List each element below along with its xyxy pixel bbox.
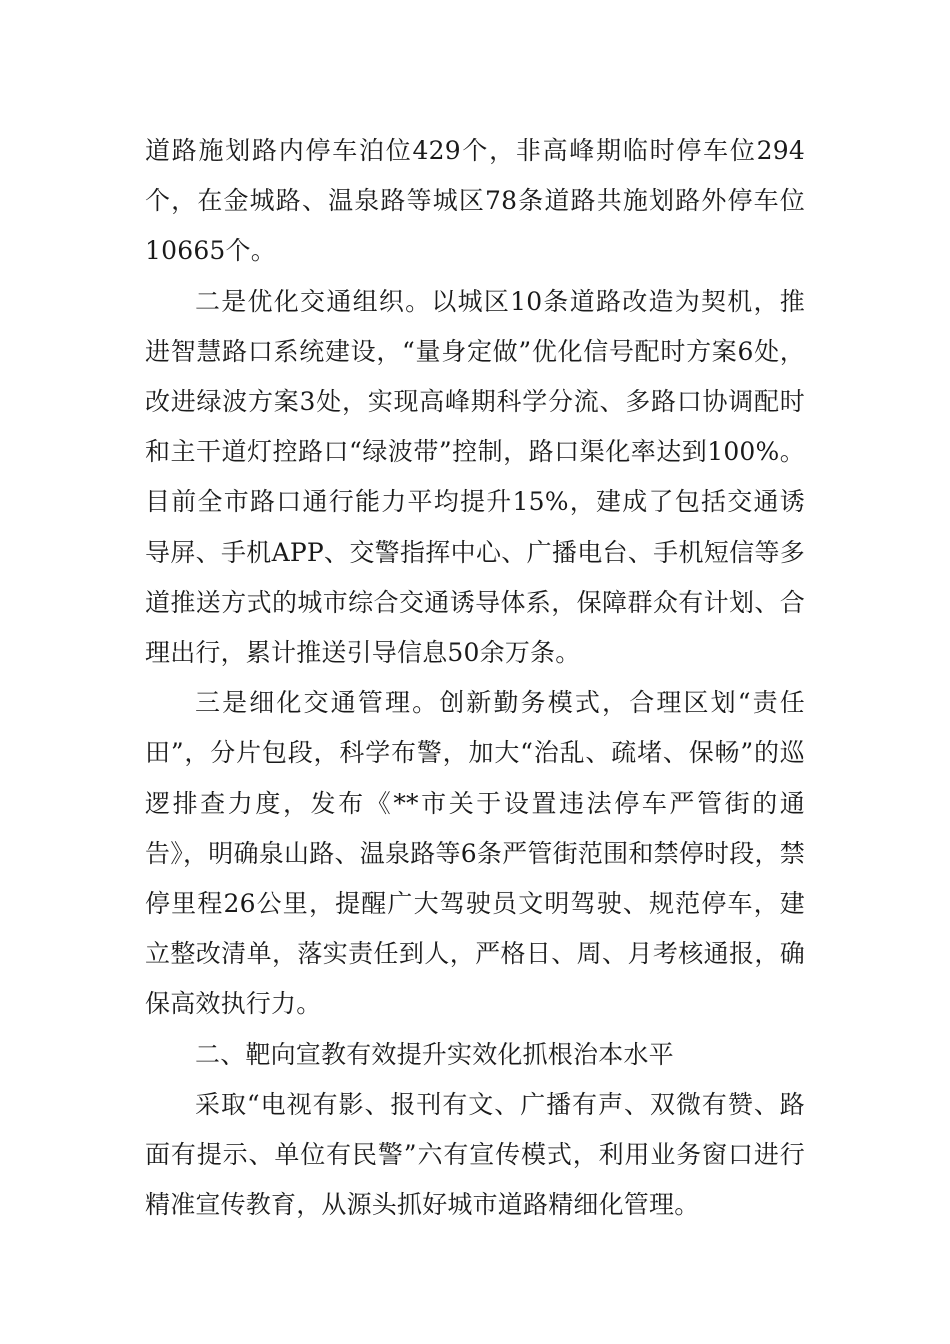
document-body [145,126,805,1230]
paragraph-publicity-mode: 采取“电视有影、报刊有文、广播有声、双微有赞、路面有提示、单位有民警”六有宣传模式，利用业务窗口进行精准宣传教育，从源头抓好城市道路精细化管理。 [145,1089,805,1220]
paragraph-traffic-management: 三是细化交通管理。创新勤务模式，合理区划“责任田”，分片包段，科学布警，加大“治乱、疏堵、保畅”的巡逻排查力度，发布《**市关于设置违法停车严管街的通告》，明确泉山路、温泉路等6条严管街范围和禁停时段，禁停里程26公里，提醒广大驾驶员文明驾驶、规范停车，建立整改清单，落实责任到人，严格日、周、月考核通报，确保高效执行力。 [145,688,805,1019]
paragraph-parking-stats: 道路施划路内停车泊位429个，非高峰期临时停车位294个，在金城路、温泉路等城区78条道路共施划路外停车位10665个。 [145,136,805,266]
paragraph-traffic-organization: 二是优化交通组织。以城区10条道路改造为契机，推进智慧路口系统建设，“量身定做”优化信号配时方案6处，改进绿波方案3处，实现高峰期科学分流、多路口协调配时和主干道灯控路口“绿波带”控制，路口渠化率达到100%。目前全市路口通行能力平均提升15%，建成了包括交通诱导屏、手机APP、交警指挥中心、广播电台、手机短信等多道推送方式的城市综合交通诱导体系，保障群众有计划、合理出行，累计推送引导信息50余万条。 [145,286,805,668]
section-heading: 二、靶向宣教有效提升实效化抓根治本水平 [195,1039,674,1069]
